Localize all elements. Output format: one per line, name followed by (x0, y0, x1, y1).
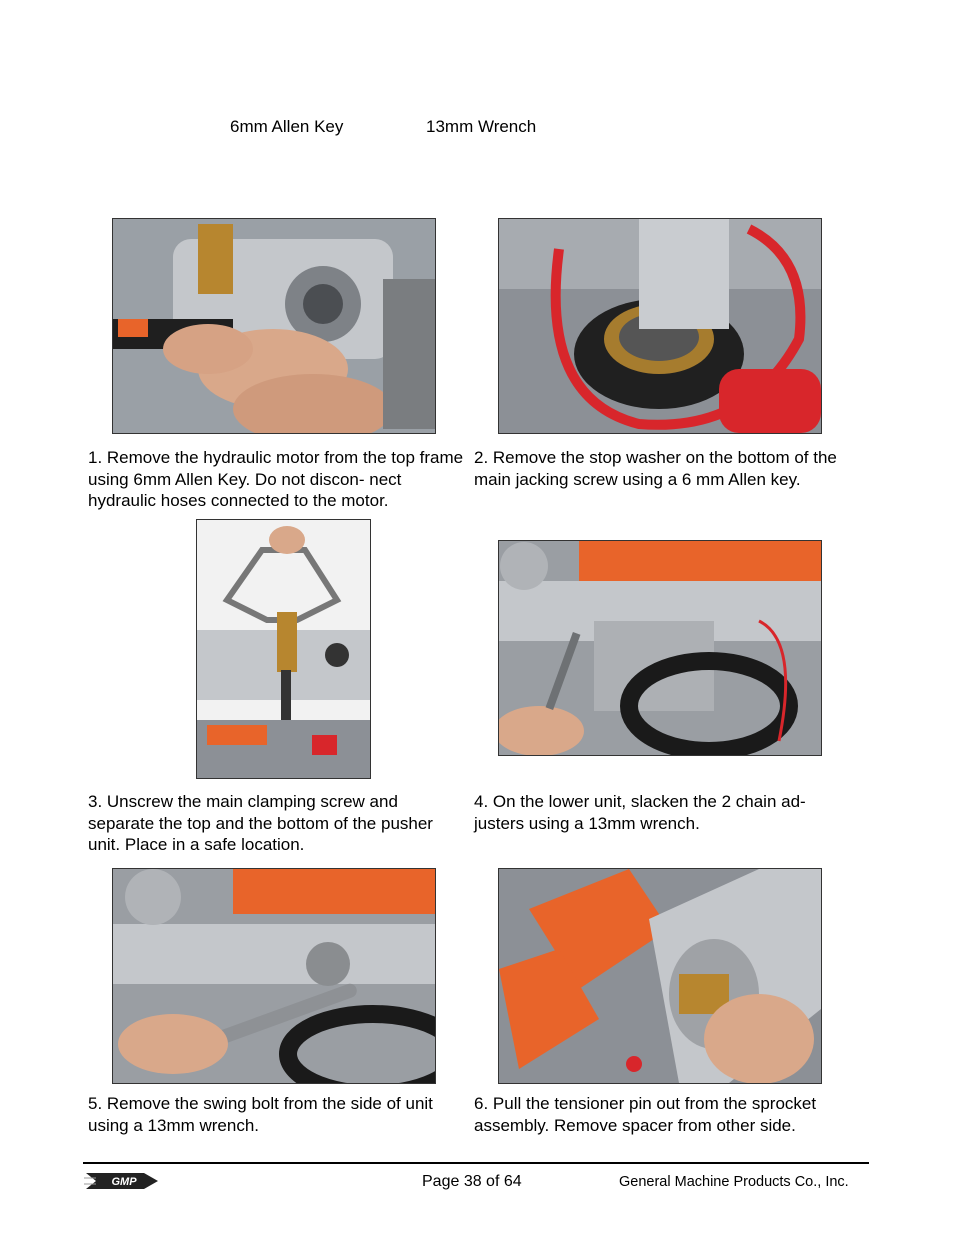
photo-step-6 (498, 868, 822, 1084)
footer-divider (83, 1162, 869, 1164)
caption-step-4: 4. On the lower unit, slacken the 2 chain ad- justers using a 13mm wrench. (474, 792, 806, 833)
gmp-logo (84, 1171, 160, 1191)
tool-allen-key: 6mm Allen Key (230, 117, 344, 136)
photo-step-2 (498, 218, 822, 434)
photo-step-3 (196, 519, 371, 779)
caption-step-1: 1. Remove the hydraulic motor from the top frame using 6mm Allen Key. Do not discon- nect hydraulic hoses connected to the motor. (88, 448, 464, 510)
photo-step-5 (112, 868, 436, 1084)
photo-step-1 (112, 218, 436, 434)
svg-text:GMP: GMP (111, 1176, 137, 1188)
page-number: Page 38 of 64 (422, 1173, 522, 1190)
caption-step-2: 2. Remove the stop washer on the bottom of the main jacking screw using a 6 mm Allen key. (474, 448, 837, 489)
caption-step-3: 3. Unscrew the main clamping screw and separate the top and the bottom of the pusher unit. Place in a safe location. (88, 792, 433, 854)
tool-wrench: 13mm Wrench (426, 117, 537, 136)
company-name: General Machine Products Co., Inc. (619, 1174, 849, 1190)
caption-step-6: 6. Pull the tensioner pin out from the sprocket assembly. Remove spacer from other side. (474, 1094, 817, 1135)
caption-step-5: 5. Remove the swing bolt from the side of unit using a 13mm wrench. (88, 1094, 433, 1135)
photo-step-4 (498, 540, 822, 756)
